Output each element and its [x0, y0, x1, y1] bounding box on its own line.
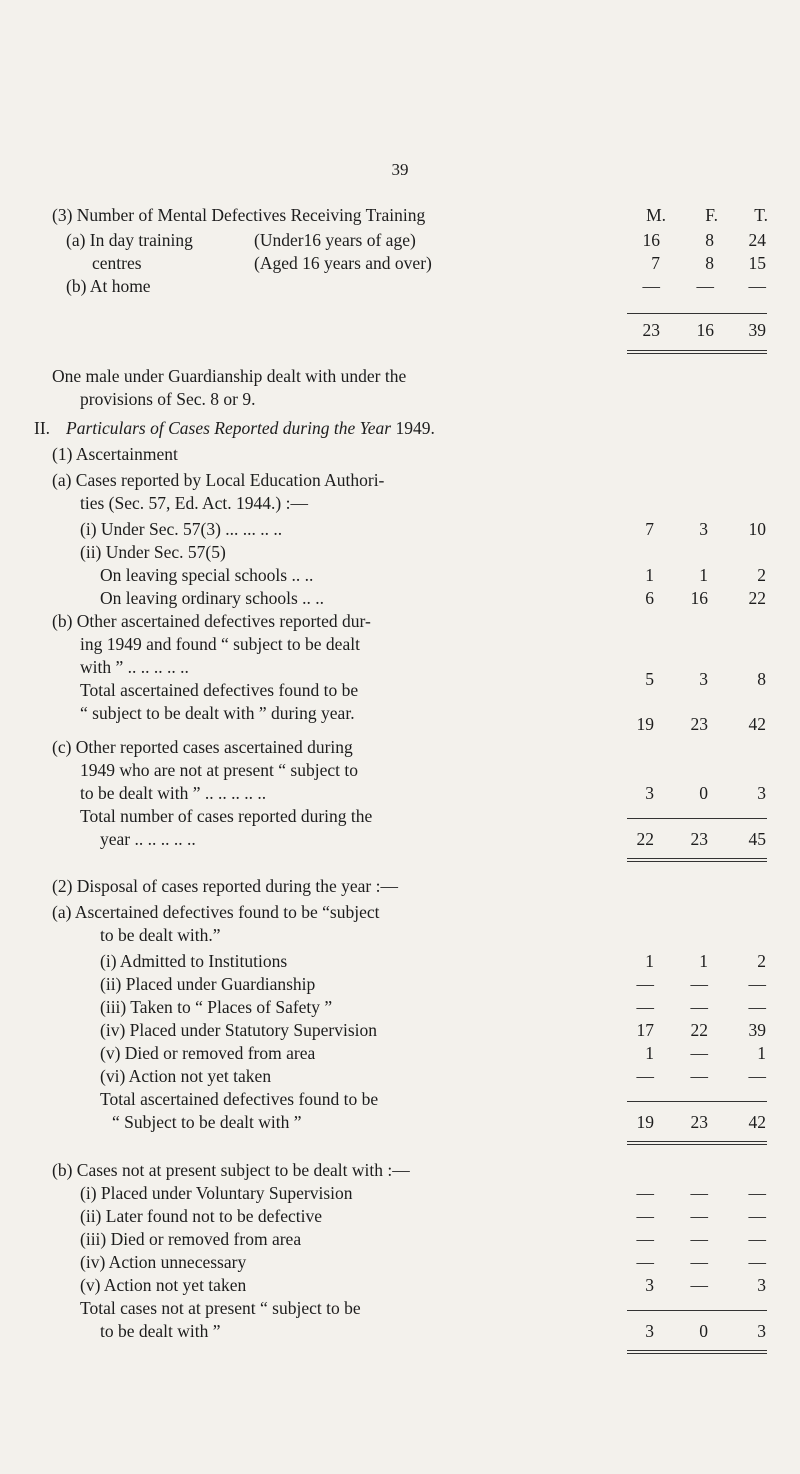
total-double-rule — [627, 1141, 767, 1145]
total-line: Total cases not at present “ subject to be — [80, 1298, 361, 1318]
sec3-a-cond2: (Aged 16 years and over) — [254, 253, 432, 273]
cell-t: 8 — [757, 669, 766, 689]
total-f: 0 — [699, 1321, 708, 1341]
cell-m: 16 — [642, 230, 660, 250]
cell-f: 23 — [690, 714, 708, 734]
cell-t: 10 — [748, 519, 766, 539]
total-t: 42 — [748, 1112, 766, 1132]
cell-f: 16 — [690, 588, 708, 608]
cell-t: — — [748, 276, 766, 296]
cell-f: — — [690, 1066, 708, 1086]
cell-t: 2 — [757, 951, 766, 971]
row-label: (iii) Taken to “ Places of Safety ” — [100, 997, 333, 1017]
cell-f: 8 — [705, 230, 714, 250]
cell-m: 3 — [645, 1275, 654, 1295]
disposal-a-line: to be dealt with.” — [100, 925, 221, 945]
cell-f: — — [690, 1206, 708, 1226]
row-label: (i) Admitted to Institutions — [100, 951, 288, 971]
cell-f: — — [690, 1252, 708, 1272]
cell-m: — — [636, 1206, 654, 1226]
sec3-a-cont: centres — [92, 253, 142, 273]
total-line: year .. .. .. .. .. — [100, 829, 196, 849]
total-t: 3 — [757, 1321, 766, 1341]
cell-f: — — [690, 1043, 708, 1063]
cell-m: 19 — [636, 714, 654, 734]
row-label: (v) Action not yet taken — [80, 1275, 247, 1295]
sec2-heading-text: Particulars of Cases Reported during the Year — [66, 418, 392, 438]
cell-f: — — [696, 276, 714, 296]
sec3-a-label: (a) In day training — [66, 230, 193, 250]
row-label: (ii) Later found not to be defective — [80, 1206, 322, 1226]
total-f: 23 — [690, 1112, 708, 1132]
total-m: 3 — [645, 1321, 654, 1341]
total-m: 23 — [642, 320, 660, 340]
cell-t: 15 — [748, 253, 766, 273]
row-label: (v) Died or removed from area — [100, 1043, 316, 1063]
total-f: 23 — [690, 829, 708, 849]
cell-t: — — [748, 1066, 766, 1086]
cell-f: — — [690, 1275, 708, 1295]
cell-t: — — [748, 1206, 766, 1226]
row-label: (iv) Action unnecessary — [80, 1252, 247, 1272]
header-f: F. — [705, 205, 718, 225]
cell-t: — — [748, 1183, 766, 1203]
cell-m: — — [642, 276, 660, 296]
cell-m: — — [636, 1252, 654, 1272]
row-label: (vi) Action not yet taken — [100, 1066, 272, 1086]
cell-t: — — [748, 1252, 766, 1272]
sec2-c-line: to be dealt with ” .. .. .. .. .. — [80, 783, 267, 803]
sec2-roman: II. — [34, 418, 51, 438]
sec3-b-label: (b) At home — [66, 276, 151, 296]
sec2-a-line: (a) Cases reported by Local Education Authori- — [52, 470, 385, 490]
subtotal-rule — [627, 1101, 767, 1102]
cell-m: 1 — [645, 951, 654, 971]
cell-m: 1 — [645, 565, 654, 585]
total-m: 19 — [636, 1112, 654, 1132]
sec2-heading — [66, 418, 435, 438]
cell-m: — — [636, 1229, 654, 1249]
cell-m: 5 — [645, 669, 654, 689]
total-m: 22 — [636, 829, 654, 849]
sec2-b-line: (b) Other ascertained defectives reported dur- — [52, 611, 371, 631]
sec3-a-cond1: (Under16 years of age) — [254, 230, 416, 250]
cell-t: — — [748, 997, 766, 1017]
subtotal-rule — [627, 818, 767, 819]
row-label: On leaving special schools .. .. — [100, 565, 314, 585]
subtotal-rule — [627, 1310, 767, 1311]
total-double-rule — [627, 858, 767, 862]
row-label: (iv) Placed under Statutory Supervision — [100, 1020, 378, 1040]
row-label: (i) Under Sec. 57(3) ... ... .. .. — [80, 519, 283, 539]
cell-f: 22 — [690, 1020, 708, 1040]
cell-t: — — [748, 974, 766, 994]
cell-m: 7 — [651, 253, 660, 273]
cell-m: — — [636, 1066, 654, 1086]
cell-t: 3 — [757, 783, 766, 803]
total-t: 39 — [748, 320, 766, 340]
sec2-b-line: with ” .. .. .. .. .. — [80, 657, 189, 677]
cell-t: 1 — [757, 1043, 766, 1063]
cell-m: 1 — [645, 1043, 654, 1063]
row-label: (i) Placed under Voluntary Supervision — [80, 1183, 353, 1203]
cell-f: 0 — [699, 783, 708, 803]
row-label: (iii) Died or removed from area — [80, 1229, 302, 1249]
disposal-b-title: (b) Cases not at present subject to be dealt with :— — [52, 1160, 410, 1180]
cell-f: 8 — [705, 253, 714, 273]
row-label: (ii) Under Sec. 57(5) — [80, 542, 226, 562]
guardianship-note-line: provisions of Sec. 8 or 9. — [80, 389, 256, 409]
cell-m: 6 — [645, 588, 654, 608]
cell-f: — — [690, 974, 708, 994]
cell-f: 1 — [699, 951, 708, 971]
cell-m: — — [636, 974, 654, 994]
page-number: 39 — [391, 160, 409, 179]
cell-t: 42 — [748, 714, 766, 734]
sec3-title: (3) Number of Mental Defectives Receiving Training — [52, 205, 426, 225]
total-line: “ subject to be dealt with ” during year. — [80, 703, 355, 723]
sec2-c-line: (c) Other reported cases ascertained during — [52, 737, 353, 757]
cell-m: 7 — [645, 519, 654, 539]
header-t: T. — [754, 205, 768, 225]
disposal-a-line: (a) Ascertained defectives found to be “subject — [52, 902, 380, 922]
cell-t: 3 — [757, 1275, 766, 1295]
row-label: (ii) Placed under Guardianship — [100, 974, 316, 994]
cell-m: 3 — [645, 783, 654, 803]
sec2-heading-year: 1949. — [395, 418, 435, 438]
cell-t: 24 — [748, 230, 766, 250]
cell-t: 2 — [757, 565, 766, 585]
cell-f: — — [690, 997, 708, 1017]
guardianship-note-line: One male under Guardianship dealt with under the — [52, 366, 407, 386]
disposal-title: (2) Disposal of cases reported during the year :— — [52, 876, 399, 896]
sec2-b-line: ing 1949 and found “ subject to be dealt — [80, 634, 360, 654]
cell-m: 17 — [636, 1020, 654, 1040]
cell-f: — — [690, 1183, 708, 1203]
header-m: M. — [646, 205, 666, 225]
cell-f: 1 — [699, 565, 708, 585]
cell-t: 39 — [748, 1020, 766, 1040]
cell-m: — — [636, 997, 654, 1017]
total-line: Total ascertained defectives found to be — [80, 680, 359, 700]
total-f: 16 — [696, 320, 714, 340]
total-double-rule — [627, 350, 767, 354]
row-label: On leaving ordinary schools .. .. — [100, 588, 325, 608]
cell-f: 3 — [699, 669, 708, 689]
total-line: to be dealt with ” — [100, 1321, 221, 1341]
cell-f: 3 — [699, 519, 708, 539]
total-line: Total number of cases reported during the — [80, 806, 373, 826]
total-double-rule — [627, 1350, 767, 1354]
subtotal-rule — [627, 313, 767, 314]
cell-t: — — [748, 1229, 766, 1249]
cell-f: — — [690, 1229, 708, 1249]
total-line: “ Subject to be dealt with ” — [112, 1112, 302, 1132]
cell-m: — — [636, 1183, 654, 1203]
total-line: Total ascertained defectives found to be — [100, 1089, 379, 1109]
sec2-c-line: 1949 who are not at present “ subject to — [80, 760, 358, 780]
cell-t: 22 — [748, 588, 766, 608]
ascertainment-heading: (1) Ascertainment — [52, 444, 178, 464]
sec2-a-line: ties (Sec. 57, Ed. Act. 1944.) :— — [80, 493, 308, 513]
total-t: 45 — [748, 829, 766, 849]
